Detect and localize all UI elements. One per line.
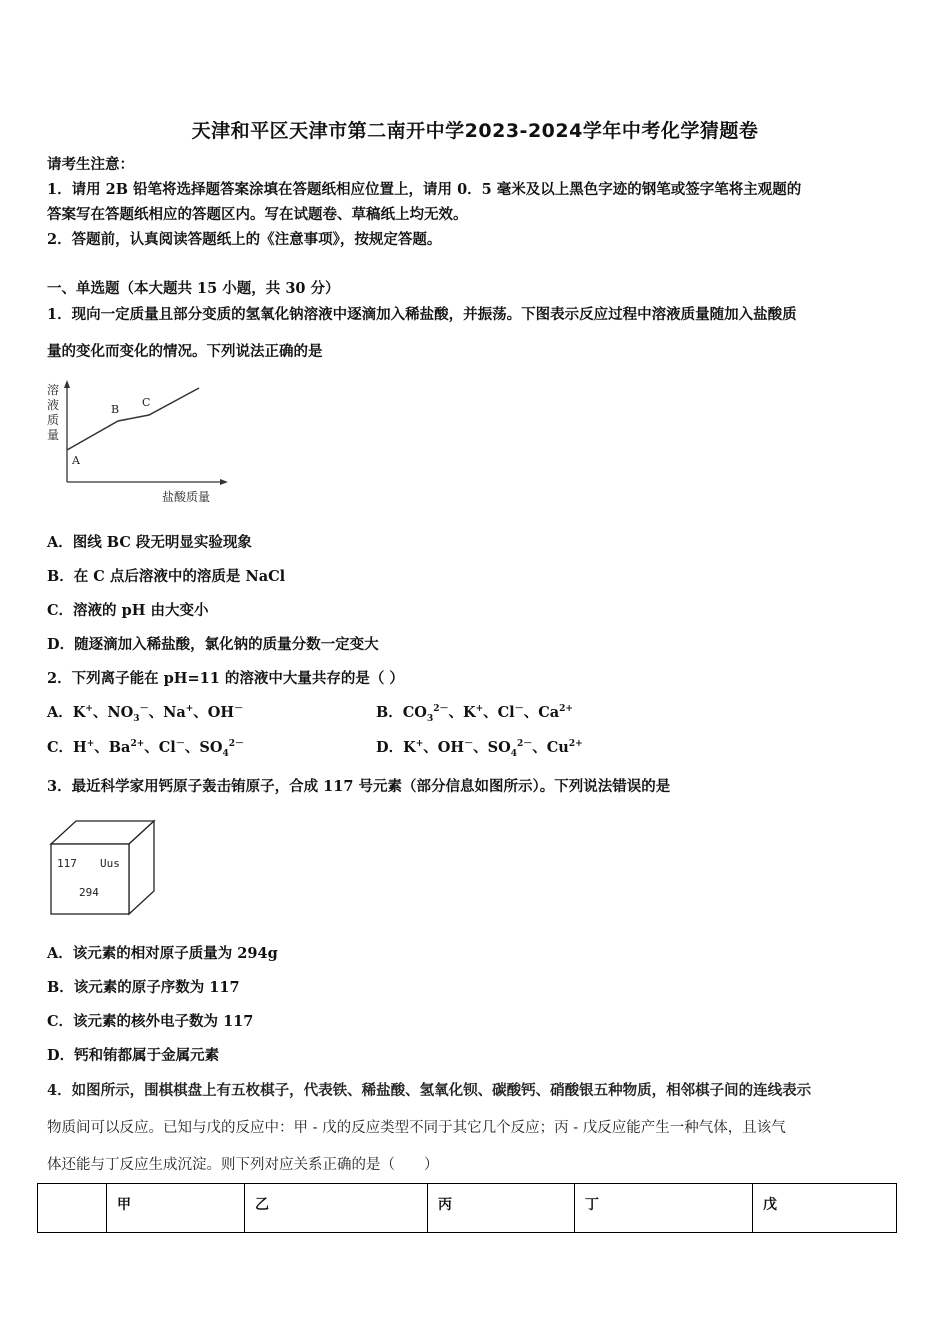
notice-line-2: 2．答题前，认真阅读答题纸上的《注意事项》，按规定答题。	[47, 231, 442, 248]
q4-answer-table	[37, 1183, 897, 1233]
q3-option-b: B．该元素的原子序数为 117	[47, 979, 240, 996]
atomic-number: 117	[57, 857, 77, 870]
cube-front	[51, 844, 129, 914]
q3-option-a: A．该元素的相对原子质量为 294g	[47, 945, 278, 962]
table-header-cell: 丙	[428, 1184, 575, 1233]
q1-graph	[42, 378, 242, 510]
table-header-cell	[38, 1184, 107, 1233]
q1-option-a: A．图线 BC 段无明显实验现象	[47, 534, 252, 551]
table-row	[38, 1184, 897, 1233]
atomic-mass: 294	[79, 886, 99, 899]
q1-option-c: C．溶液的 pH 由大变小	[47, 602, 209, 619]
ylabel-char: 质	[47, 413, 60, 427]
element-cell	[48, 818, 158, 918]
notice-line-1a: 1．请用 2B 铅笔将选择题答案涂填在答题纸相应位置上，请用 0．5 毫米及以上黑色字迹的钢笔或签字笔将主观题的	[47, 181, 802, 198]
x-axis-arrow	[220, 479, 228, 485]
q2-option-a: A．K+、$NO_3^-$、Na+、OH－	[47, 704, 244, 724]
q2-stem: 2．下列离子能在 pH=11 的溶液中大量共存的是（ ）	[47, 670, 404, 687]
point-b-label: B	[111, 403, 120, 416]
q1-stem-a: 1．现向一定质量且部分变质的氢氧化钠溶液中逐滴加入稀盐酸，并振荡。下图表示反应过程中溶液质量随加入盐酸质	[47, 306, 797, 323]
notice-line-1b: 答案写在答题纸相应的答题区内。写在试题卷、草稿纸上均无效。	[47, 206, 468, 223]
q3-stem: 3．最近科学家用钙原子轰击铕原子，合成 117 号元素（部分信息如图所示）。下列说法错误的是	[47, 778, 671, 795]
q2-option-c: C．H+、$Ba^{2+}$、Cl－、$SO_4^{2-}$	[47, 739, 244, 759]
element-symbol: Uus	[100, 857, 120, 870]
ylabel-char: 液	[47, 398, 60, 412]
ylabel-char: 溶	[47, 383, 60, 397]
section-heading: 一、单选题（本大题共 15 小题，共 30 分）	[47, 280, 340, 297]
mass-curve	[67, 388, 199, 450]
q4-line-1: 4．如图所示，围棋棋盘上有五枚棋子，代表铁、稀盐酸、氢氧化钡、碳酸钙、硝酸银五种物质，相邻棋子间的连线表示	[47, 1082, 812, 1099]
page-title: 天津和平区天津市第二南开中学2023-2024学年中考化学猜题卷	[191, 120, 759, 142]
q3-option-c: C．该元素的核外电子数为 117	[47, 1013, 254, 1030]
q1-stem-b: 量的变化而变化的情况。下列说法正确的是	[47, 343, 323, 360]
q3-option-d: D．钙和铕都属于金属元素	[47, 1047, 220, 1064]
q2-option-d: D．K+、OH－、$SO_4^{2-}$、$Cu^{2+}$	[376, 739, 583, 759]
point-a-label: A	[72, 454, 80, 467]
table-header-cell: 甲	[107, 1184, 245, 1233]
q2-option-b: B．$CO_3^{2-}$、K+、Cl－、$Ca^{2+}$	[376, 704, 573, 724]
y-axis-arrow	[64, 380, 70, 388]
table-header-cell: 丁	[575, 1184, 753, 1233]
q4-line-2: 物质间可以反应。已知与戊的反应中：甲 - 戊的反应类型不同于其它几个反应；丙 - 戊反应能产生一种气体，且该气	[47, 1120, 786, 1136]
q1-option-b: B．在 C 点后溶液中的溶质是 NaCl	[47, 568, 286, 585]
table-header-cell: 戊	[753, 1184, 897, 1233]
point-c-label: C	[142, 396, 151, 409]
table-header-cell: 乙	[245, 1184, 428, 1233]
x-axis-label: 盐酸质量	[162, 490, 211, 504]
notice-heading: 请考生注意：	[47, 156, 134, 173]
q4-line-3: 体还能与丁反应生成沉淀。则下列对应关系正确的是（ ）	[47, 1157, 439, 1173]
ylabel-char: 量	[47, 428, 60, 442]
q1-option-d: D．随逐滴加入稀盐酸，氯化钠的质量分数一定变大	[47, 636, 379, 653]
